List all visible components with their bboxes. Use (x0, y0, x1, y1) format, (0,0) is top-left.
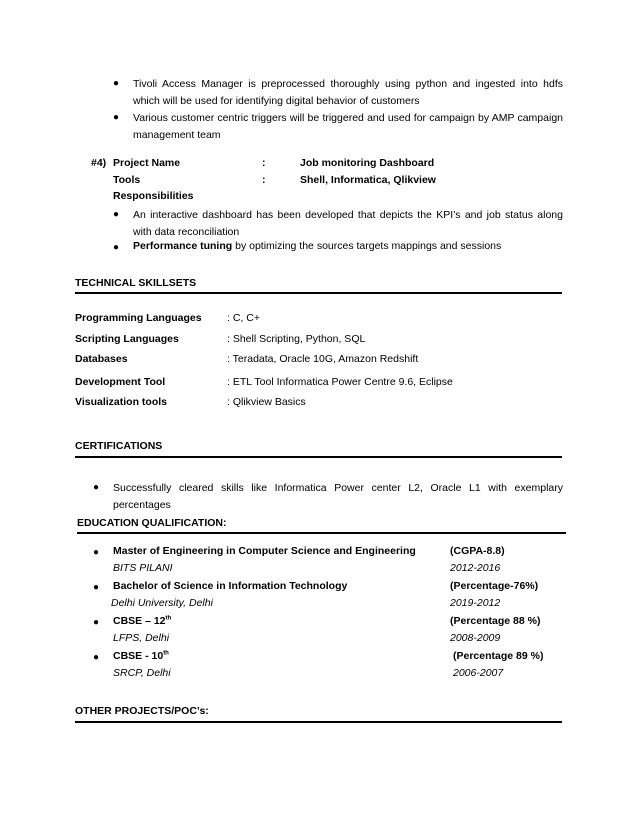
tools-label: Tools (113, 174, 141, 186)
bullet-dot: ● (113, 242, 120, 253)
bullet-dot: ● (113, 209, 120, 220)
bullet-dot: ● (93, 652, 100, 663)
education-score: (CGPA-8.8) (450, 545, 505, 557)
education-degree: Master of Engineering in Computer Science and Engineering (113, 545, 416, 557)
performance-tuning-rest: by optimizing the sources targets mappings and sessions (232, 240, 502, 252)
bullet-dot: ● (113, 112, 120, 123)
skill-value: : Shell Scripting, Python, SQL (227, 333, 366, 345)
bullet-dot: ● (93, 582, 100, 593)
bullet-dot: ● (113, 78, 120, 89)
skill-label: Visualization tools (75, 396, 167, 408)
education-degree: Bachelor of Science in Information Technology (113, 580, 348, 592)
section-divider (75, 292, 562, 294)
project4-bullet-1: An interactive dashboard has been developed that depicts the KPI’s and job status along with data reconciliation (133, 209, 563, 238)
skill-label: Development Tool (75, 376, 166, 388)
tools-value: Shell, Informatica, Qlikview (300, 174, 436, 186)
certifications-heading: CERTIFICATIONS (75, 440, 163, 452)
skill-label: Scripting Languages (75, 333, 179, 345)
education-score: (Percentage 88 %) (450, 615, 541, 627)
section-divider (77, 532, 566, 534)
section-divider (75, 456, 562, 458)
education-years: 2006-2007 (453, 667, 504, 679)
education-heading: EDUCATION QUALIFICATION: (77, 517, 227, 529)
education-score: (Percentage-76%) (450, 580, 539, 592)
tools-sep: : (262, 174, 266, 186)
skill-label: Databases (75, 353, 128, 365)
project-name-value: Job monitoring Dashboard (300, 157, 435, 169)
other-projects-heading: OTHER PROJECTS/POC’s: (75, 705, 209, 717)
education-school: Delhi University, Delhi (111, 597, 213, 609)
section-divider (75, 721, 562, 723)
skill-value: : ETL Tool Informatica Power Centre 9.6, Eclipse (227, 376, 453, 388)
education-years: 2008-2009 (450, 632, 501, 644)
skill-value: : Qlikview Basics (227, 396, 306, 408)
project3-bullet-1: Tivoli Access Manager is preprocessed thoroughly using python and ingested into hdfs which will be used for identifying digital behavior of customers (133, 78, 563, 107)
education-degree: CBSE - 10th (113, 650, 169, 662)
performance-tuning-bold: Performance tuning (133, 240, 233, 252)
education-school: SRCP, Delhi (113, 667, 171, 679)
project3-bullet-2: Various customer centric triggers will be triggered and used for campaign by AMP campaign management team (133, 112, 563, 141)
bullet-dot: ● (93, 547, 100, 558)
education-degree: CBSE – 12th (113, 615, 172, 627)
skill-value: : C, C+ (227, 312, 260, 324)
project4-bullet-2 (133, 240, 563, 253)
technical-heading: TECHNICAL SKILLSETS (75, 277, 197, 289)
certification-item: Successfully cleared skills like Informatica Power center L2, Oracle L1 with exemplary percentages (113, 482, 563, 511)
education-years: 2019-2012 (450, 597, 501, 609)
project-number: #4) (91, 157, 107, 169)
skill-value: : Teradata, Oracle 10G, Amazon Redshift (227, 353, 419, 365)
bullet-dot: ● (93, 617, 100, 628)
project-name-sep: : (262, 157, 266, 169)
education-school: BITS PILANI (113, 562, 173, 574)
education-years: 2012-2016 (450, 562, 501, 574)
responsibilities-label: Responsibilities (113, 190, 194, 202)
education-score: (Percentage 89 %) (453, 650, 544, 662)
education-school: LFPS, Delhi (113, 632, 170, 644)
bullet-dot: ● (93, 482, 100, 493)
project-name-label: Project Name (113, 157, 181, 169)
skill-label: Programming Languages (75, 312, 202, 324)
